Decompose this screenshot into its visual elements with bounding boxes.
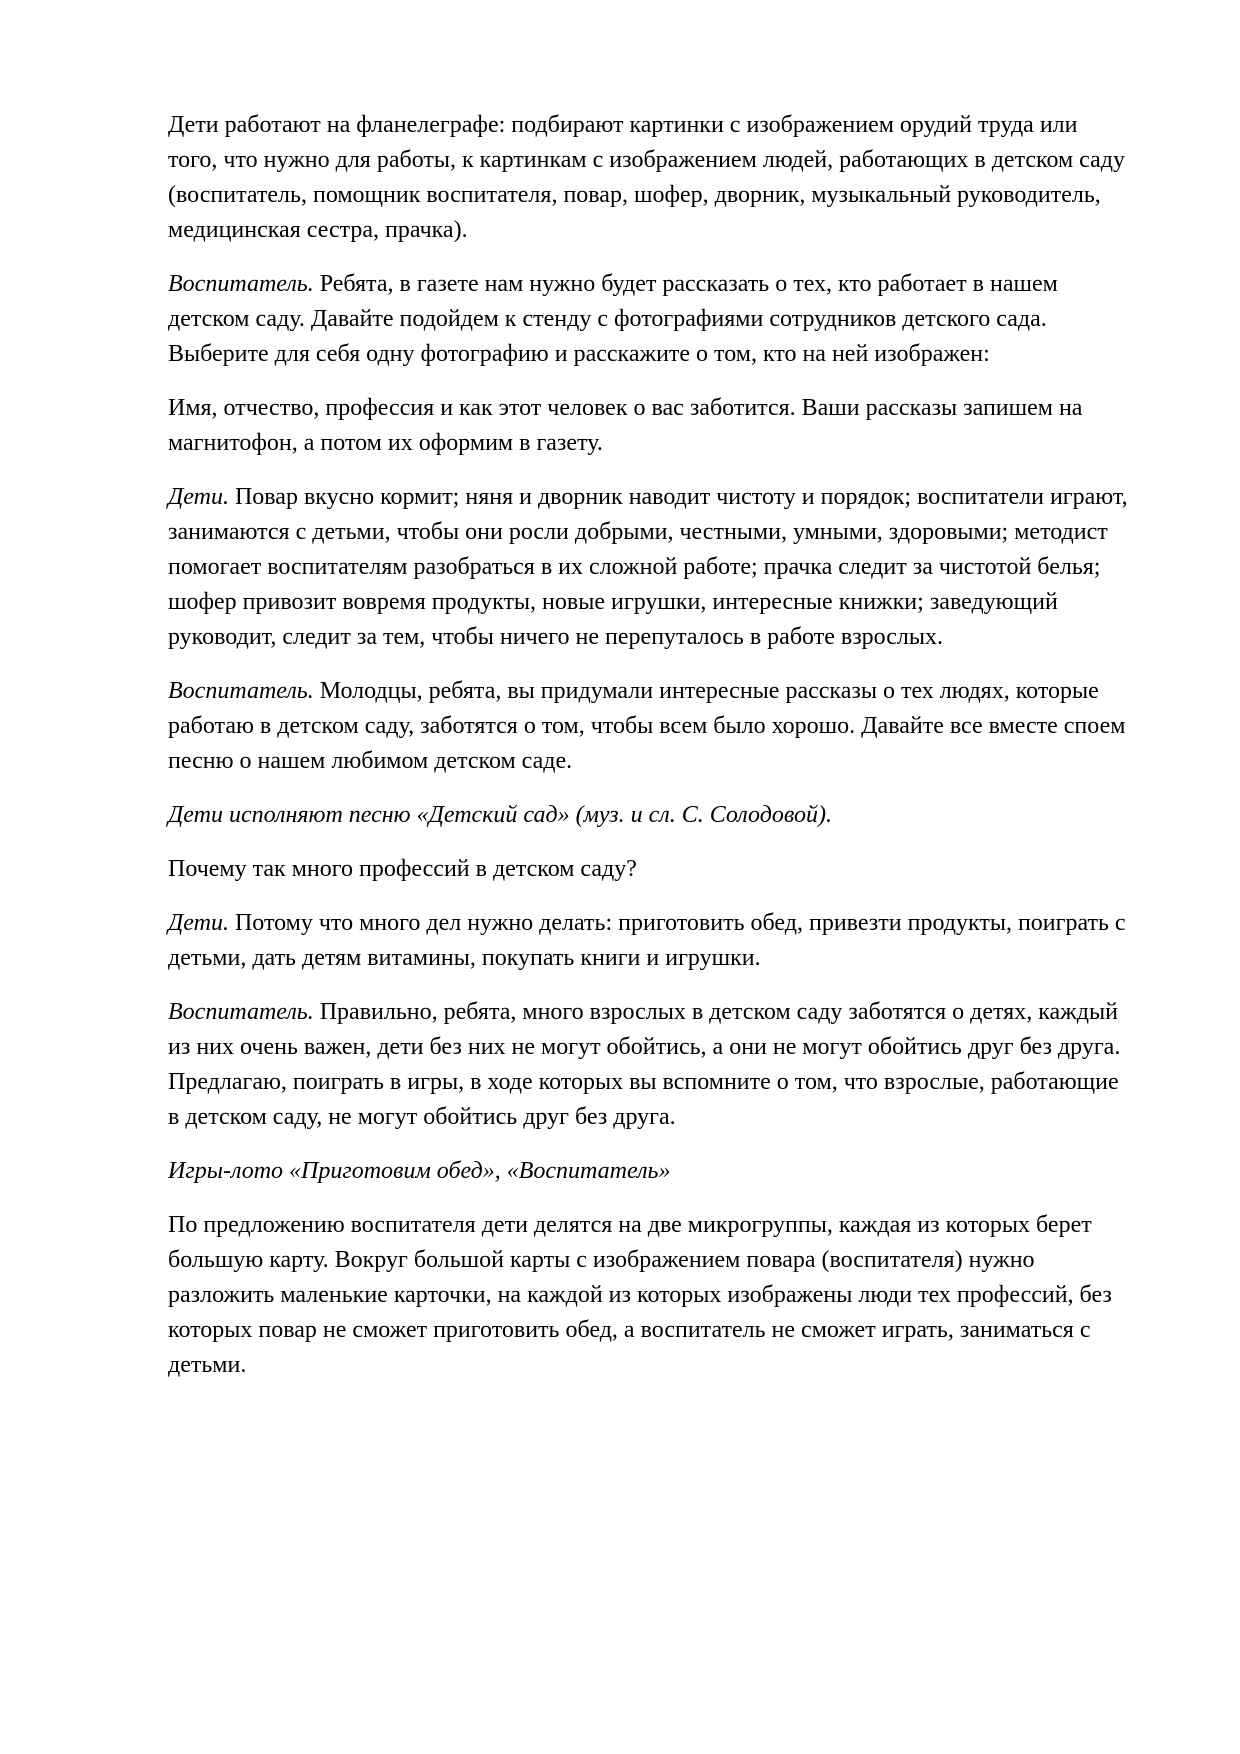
paragraph-teacher-praise: [168, 674, 1128, 779]
speaker-label: Воспитатель.: [168, 999, 320, 1025]
paragraph-children-flannelgraph: [168, 108, 1128, 248]
paragraph-name-profession: [168, 391, 1128, 461]
paragraph-text: Правильно, ребята, много взрослых в детском саду заботятся о детях, каждый из них очень важен, дети без них не могут обойтись, а они не могут обойтись друг без друга. Предлагаю, поиграть в игры, в ходе которых вы вспомните о том, что взрослые, работающие в детском саду, не могут обойтись друг без друга.: [168, 999, 1121, 1130]
paragraph-teacher-games-intro: [168, 995, 1128, 1135]
speaker-label: Воспитатель.: [168, 271, 320, 297]
paragraph-text: Игры-лото «Приготовим обед», «Воспитатель»: [168, 1158, 671, 1184]
paragraph-why-professions-question: [168, 852, 1128, 887]
document-text-column: [168, 108, 1128, 1402]
paragraph-lotto-games-title: [168, 1154, 1128, 1189]
paragraph-children-cook-answer: [168, 480, 1128, 655]
paragraph-text: Почему так много профессий в детском саду?: [168, 856, 637, 882]
speaker-label: Дети.: [168, 910, 235, 936]
paragraph-children-many-tasks: [168, 906, 1128, 976]
paragraph-text: По предложению воспитателя дети делятся на две микрогруппы, каждая из которых берет большую карту. Вокруг большой карты с изображением повара (воспитателя) нужно разложить маленькие карточки, на каждой из которых изображены люди тех профессий, без которых повар не сможет приготовить обед, а воспитатель не сможет играть, заниматься с детьми.: [168, 1212, 1112, 1378]
paragraph-text: Потому что много дел нужно делать: приготовить обед, привезти продукты, поиграть с детьми, дать детям витамины, покупать книги и игрушки.: [168, 910, 1126, 971]
paragraph-text: Дети работают на фланелеграфе: подбирают картинки с изображением орудий труда или того, что нужно для работы, к картинкам с изображением людей, работающих в детском саду (воспитатель, помощник воспитателя, повар, шофер, дворник, музыкальный руководитель, медицинская сестра, прачка).: [168, 112, 1125, 243]
paragraph-text: Молодцы, ребята, вы придумали интересные рассказы о тех людях, которые работаю в детском саду, заботятся о том, чтобы всем было хорошо. Давайте все вместе споем песню о нашем любимом детском саде.: [168, 678, 1126, 774]
speaker-label: Воспитатель.: [168, 678, 320, 704]
paragraph-microgroups-rules: [168, 1208, 1128, 1383]
paragraph-text: Повар вкусно кормит; няня и дворник наводит чистоту и порядок; воспитатели играют, занимаются с детьми, чтобы они росли добрыми, честными, умными, здоровыми; методист помогает воспитателям разобраться в их сложной работе; прачка следит за чистотой белья; шофер привозит вовремя продукты, новые игрушки, интересные книжки; заведующий руководит, следит за тем, чтобы ничего не перепуталось в работе взрослых.: [168, 484, 1128, 650]
paragraph-text: Ребята, в газете нам нужно будет рассказать о тех, кто работает в нашем детском саду. Давайте подойдем к стенду с фотографиями сотрудников детского сада. Выберите для себя одну фотографию и расскажите о том, кто на ней изображен:: [168, 271, 1058, 367]
paragraph-text: Дети исполняют песню «Детский сад» (муз. и сл. С. Солодовой).: [168, 802, 832, 828]
speaker-label: Дети.: [168, 484, 235, 510]
paragraph-text: Имя, отчество, профессия и как этот человек о вас заботится. Ваши рассказы запишем на магнитофон, а потом их оформим в газету.: [168, 395, 1083, 456]
paragraph-song-direction: [168, 798, 1128, 833]
paragraph-teacher-newspaper: [168, 267, 1128, 372]
